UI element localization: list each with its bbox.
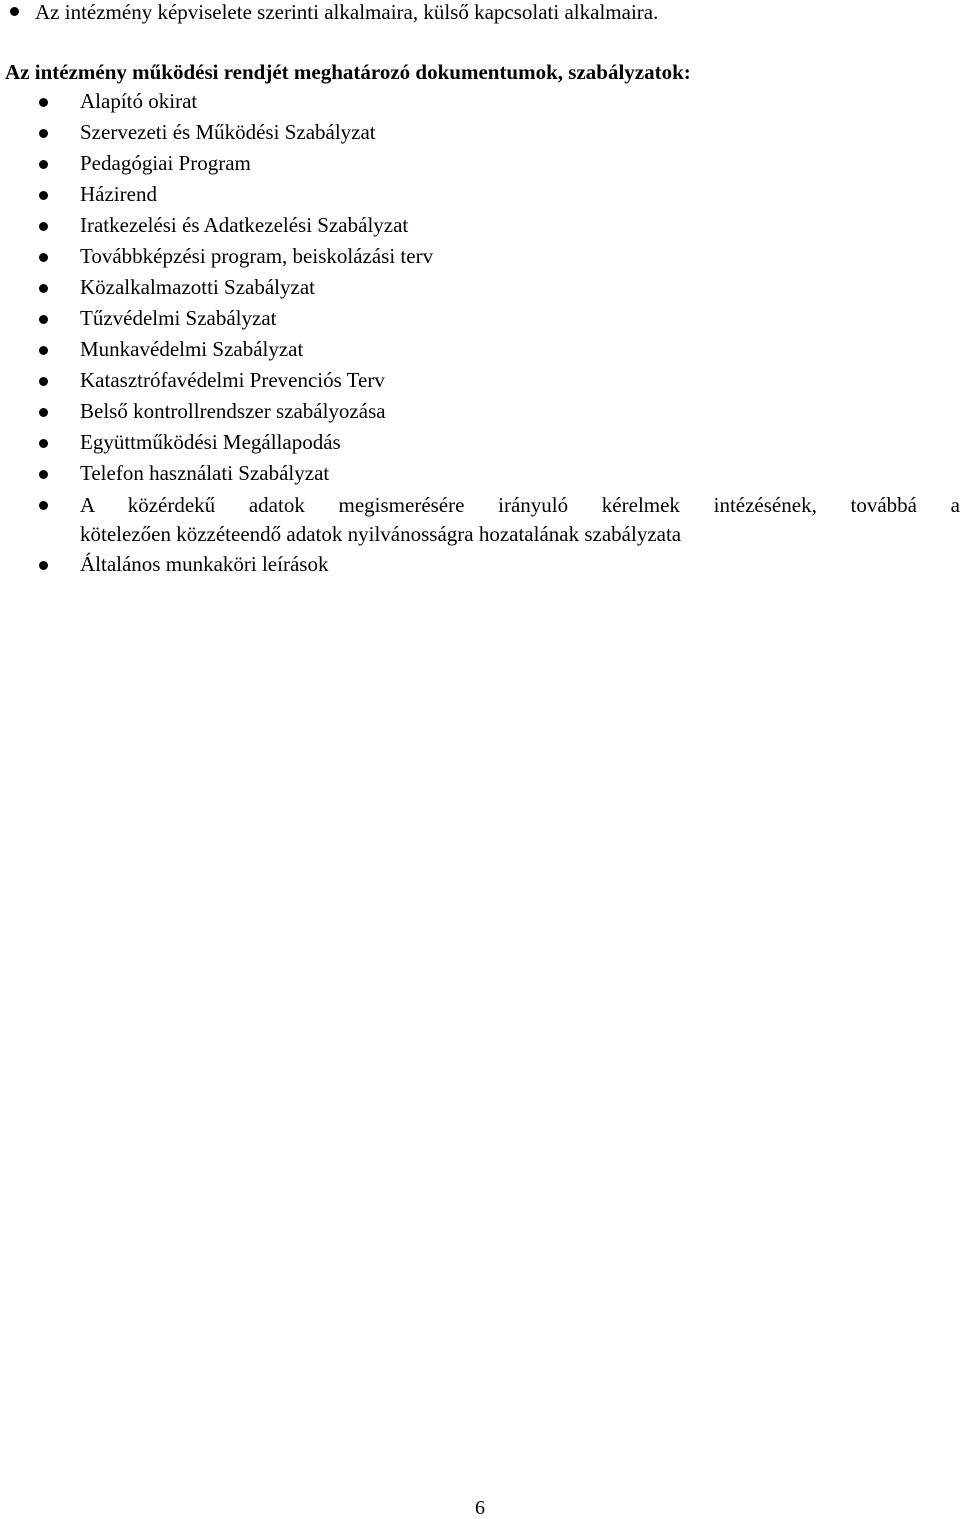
list-item (0, 303, 960, 334)
list-item-text: Belső kontrollrendszer szabályozása (80, 399, 386, 423)
bullet-icon (39, 408, 48, 417)
list-item-text: Szervezeti és Működési Szabályzat (80, 120, 376, 144)
list-item-text (80, 491, 960, 549)
list-item-text: Házirend (80, 182, 157, 206)
bullet-icon (39, 439, 48, 448)
list-item-text: Általános munkaköri leírások (80, 552, 329, 576)
list-item (0, 365, 960, 396)
list-item (0, 148, 960, 179)
list-item-text: Továbbképzési program, beiskolázási terv (80, 244, 434, 268)
list-item-text: Munkavédelmi Szabályzat (80, 337, 304, 361)
list-item (0, 241, 960, 272)
list-item (0, 549, 960, 580)
bullet-icon (39, 377, 48, 386)
documents-list (0, 86, 960, 580)
list-item (0, 117, 960, 148)
list-item (0, 458, 960, 489)
list-item (0, 427, 960, 458)
bullet-icon (39, 284, 48, 293)
bullet-icon (10, 7, 19, 16)
list-item-text: Pedagógiai Program (80, 151, 251, 175)
bullet-icon (39, 191, 48, 200)
section-heading: Az intézmény működési rendjét meghatározó dokumentumok, szabályzatok: (5, 60, 691, 84)
bullet-icon (39, 160, 48, 169)
list-item (0, 396, 960, 427)
top-list-item (0, 0, 960, 26)
list-item-text-line: A közérdekű adatok megismerésére irányuló kérelmek intézésének, továbbá a (80, 493, 960, 517)
list-item (0, 86, 960, 117)
bullet-icon (39, 561, 48, 570)
list-item (0, 334, 960, 365)
list-item-text: Telefon használati Szabályzat (80, 461, 330, 485)
list-item (0, 272, 960, 303)
page-number: 6 (475, 1497, 485, 1519)
list-item-text: Alapító okirat (80, 89, 198, 113)
bullet-icon (39, 98, 48, 107)
bullet-icon (39, 501, 48, 510)
list-item (0, 489, 960, 549)
list-item-text: Katasztrófavédelmi Prevenciós Terv (80, 368, 385, 392)
bullet-icon (39, 222, 48, 231)
bullet-icon (39, 253, 48, 262)
top-list-item-text: Az intézmény képviselete szerinti alkalmaira, külső kapcsolati alkalmaira. (35, 0, 659, 24)
list-item (0, 179, 960, 210)
list-item-text: Közalkalmazotti Szabályzat (80, 275, 315, 299)
list-item-text: Tűzvédelmi Szabályzat (80, 306, 277, 330)
list-item-text: Iratkezelési és Adatkezelési Szabályzat (80, 213, 409, 237)
bullet-icon (39, 346, 48, 355)
list-item (0, 210, 960, 241)
list-item-text: Együttműködési Megállapodás (80, 430, 341, 454)
bullet-icon (39, 315, 48, 324)
bullet-icon (39, 129, 48, 138)
bullet-icon (39, 470, 48, 479)
list-item-text-line: kötelezően közzéteendő adatok nyilvánosságra hozatalának szabályzata (80, 522, 682, 546)
